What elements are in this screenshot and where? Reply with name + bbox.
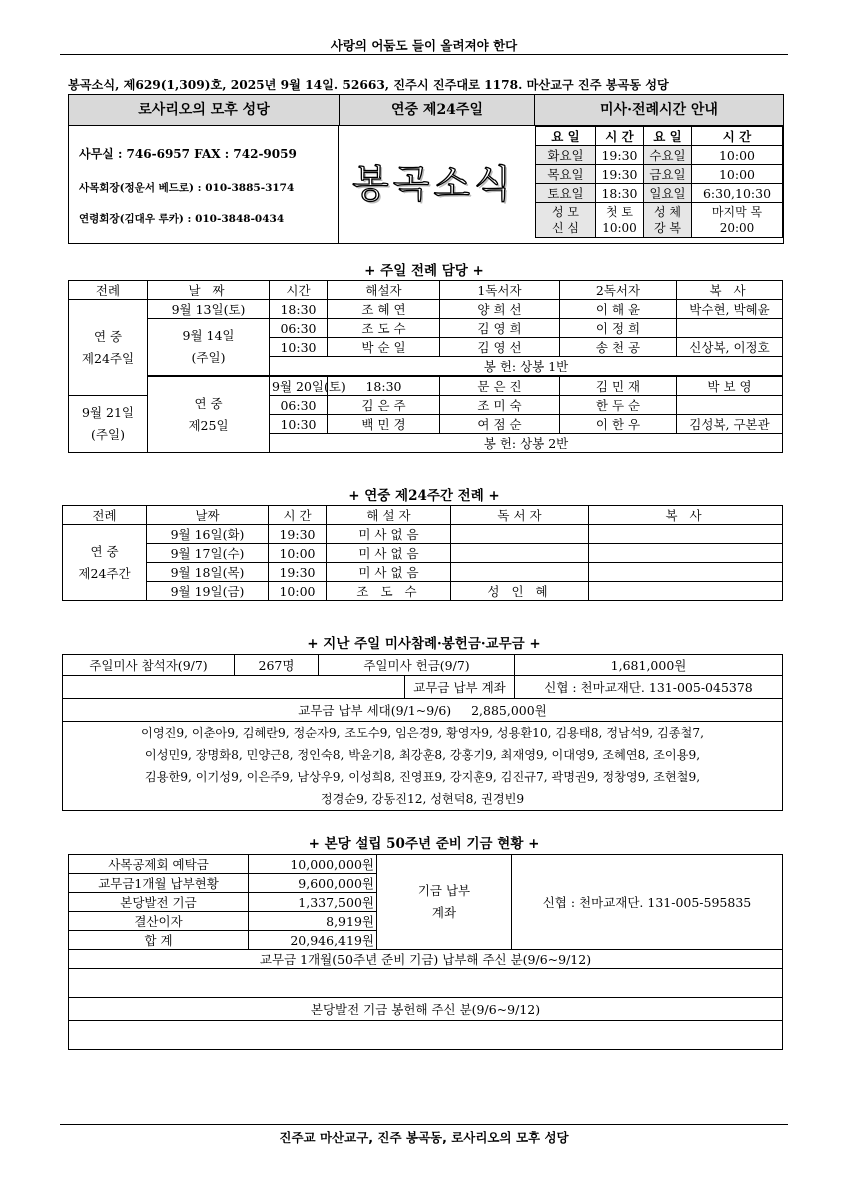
fund-value: 20,946,419원: [249, 931, 377, 950]
fund-account-label-line: 계좌: [431, 905, 457, 920]
duty-row: [69, 300, 783, 319]
server: [677, 396, 783, 415]
server: [589, 544, 783, 563]
reader1: 양 희 선: [440, 300, 560, 319]
offering-group: 봉 헌: 상봉 2반: [270, 434, 783, 453]
server: 김성복, 구본관: [677, 415, 783, 434]
offering-row: [63, 655, 783, 676]
fund-label: 본당발전 기금: [69, 893, 249, 912]
schedule-day: 일요일: [644, 184, 692, 203]
collection-label: 주일미사 헌금(9/7): [319, 655, 515, 676]
weekday-duty-header: [63, 506, 783, 525]
sunday-duty-header: [69, 281, 783, 300]
reader1: 김 영 선: [440, 338, 560, 357]
server: 신상복, 이정호: [677, 338, 783, 357]
reader: [451, 525, 589, 544]
names-line: 정경순9, 강동진12, 성현덕8, 권경빈9: [320, 792, 525, 806]
fund-blank-row: [69, 969, 783, 998]
duty-time: 10:30: [270, 415, 328, 434]
commentator: 백 민 경: [328, 415, 440, 434]
weekday-row: [63, 563, 783, 582]
commentator: 미 사 없 음: [327, 525, 451, 544]
week-label-line: 제24주일: [81, 350, 135, 366]
offering-title: + 지난 주일 미사참례·봉헌금·교무금 +: [307, 636, 541, 652]
attend-label: 주일미사 참석자(9/7): [63, 655, 235, 676]
offering-row: [63, 676, 783, 699]
household-cell: [63, 699, 783, 722]
blank-cell: [69, 969, 783, 998]
reader2: 이 한 우: [560, 415, 677, 434]
server: [589, 563, 783, 582]
commentator: 김 은 주: [328, 396, 440, 415]
col-header: 독 서 자: [451, 506, 589, 525]
fund-note: 교무금 1개월(50주년 준비 기금) 납부해 주신 분(9/6~9/12): [69, 950, 783, 969]
schedule-header: 시 간: [692, 127, 783, 146]
offering-group: 봉 헌: 상봉 1반: [270, 357, 783, 377]
weekday-row: [63, 525, 783, 544]
col-header: 해설자: [328, 281, 440, 300]
weekday-date: 9월 16일(화): [147, 525, 269, 544]
server: [589, 582, 783, 601]
account-label: 교무금 납부 계좌: [405, 676, 515, 699]
duty-date: 9월 20일(토): [270, 376, 328, 396]
special-label: 성 체 강 복: [644, 203, 692, 238]
date-line: (주일): [91, 427, 125, 442]
fund-title: + 본당 설립 50주년 준비 기금 현황 +: [308, 836, 540, 852]
household-value: 2,885,000원: [471, 703, 547, 718]
fund-value: 8,919원: [249, 912, 377, 931]
special-label: 성 모 신 심: [536, 203, 596, 238]
fund-value: 10,000,000원: [249, 855, 377, 874]
schedule-day: 금요일: [644, 165, 692, 184]
week-label-line: 제24주간: [78, 565, 131, 581]
fund-account-label: [377, 855, 512, 950]
reader1: 여 점 순: [440, 415, 560, 434]
fund-account-value: 신협 : 천마교재단. 131-005-595835: [512, 855, 783, 950]
reader1: 조 미 숙: [440, 396, 560, 415]
reader: [451, 563, 589, 582]
special-time: 첫 토 10:00: [596, 203, 644, 238]
blank-cell: [63, 676, 405, 699]
reader2: 이 해 윤: [560, 300, 677, 319]
weekday-time: 10:00: [269, 582, 327, 601]
schedule-day: 목요일: [536, 165, 596, 184]
reader2: 한 두 순: [560, 396, 677, 415]
schedule-row: [536, 165, 783, 184]
col-header: 복 사: [677, 281, 783, 300]
top-divider: [60, 54, 788, 55]
commentator: 조 도 수: [327, 582, 451, 601]
weekday-row: [63, 544, 783, 563]
office-phone: 사무실 : 746-6957 FAX : 742-9059: [79, 147, 297, 161]
date-line: 9월 14일: [182, 328, 235, 343]
weekday-date: 9월 17일(수): [147, 544, 269, 563]
commentator: 미 사 없 음: [327, 563, 451, 582]
duty-time: 18:30: [270, 300, 328, 319]
reader1: 김 민 재: [560, 376, 677, 396]
fund-label: 교무금1개월 납부현황: [69, 874, 249, 893]
schedule-day: 토요일: [536, 184, 596, 203]
col-header: 날짜: [147, 506, 269, 525]
reader2: 박 보 영: [677, 376, 783, 396]
logo-text: 봉곡소식: [352, 162, 515, 206]
duty-time: 10:30: [270, 338, 328, 357]
week1-label: [69, 300, 148, 396]
commentator: 조 도 수: [328, 319, 440, 338]
schedule-time: 10:00: [692, 165, 783, 184]
col-header: 복 사: [589, 506, 783, 525]
fund-note-row: [69, 950, 783, 969]
week2-label: [148, 376, 270, 453]
issue-line: 봉곡소식, 제629(1,309)호, 2025년 9월 14일. 52663, 진주시 진주대로 1178. 마산교구 진주 봉곡동 성당: [68, 78, 669, 92]
names-cell: [63, 722, 783, 811]
fund-table: [68, 854, 783, 1050]
fund-account-label-line: 기금 납부: [417, 883, 471, 898]
fund-blank-row: [69, 1021, 783, 1050]
weekday-time: 19:30: [269, 563, 327, 582]
server: [677, 319, 783, 338]
household-label: 교무금 납부 세대(9/1~9/6): [298, 703, 452, 718]
reader2: 이 정 희: [560, 319, 677, 338]
fund-row: [69, 855, 783, 874]
schedule-row: [536, 146, 783, 165]
weekday-label: [63, 525, 147, 601]
reader1: 김 영 희: [440, 319, 560, 338]
weekday-time: 19:30: [269, 525, 327, 544]
sunday-duty-title: + 주일 전례 담당 +: [364, 263, 484, 279]
server: 박수현, 박혜윤: [677, 300, 783, 319]
commentator: 문 은 진: [440, 376, 560, 396]
footer-text: 진주교 마산교구, 진주 봉곡동, 로사리오의 모후 성당: [279, 1130, 569, 1145]
fund-label: 합 계: [69, 931, 249, 950]
commentator: 조 혜 연: [328, 300, 440, 319]
col-header: 2독서자: [560, 281, 677, 300]
attend-value: 267명: [235, 655, 319, 676]
col-header: 날 짜: [148, 281, 270, 300]
week-label-line: 제25일: [188, 417, 229, 433]
reader2: 송 천 공: [560, 338, 677, 357]
fund-note-row: [69, 998, 783, 1021]
server: [589, 525, 783, 544]
col-header: 전례: [69, 281, 148, 300]
parish-name: 로사리오의 모후 성당: [69, 95, 340, 126]
weekday-duty-title: + 연중 제24주간 전례 +: [348, 488, 500, 504]
weekday-time: 10:00: [269, 544, 327, 563]
account-value: 신협 : 천마교재단. 131-005-045378: [515, 676, 783, 699]
names-line: 이성민9, 장명화8, 민양근8, 정인숙8, 박윤기8, 최강훈8, 강홍기9, 최재영9, 이대영9, 조혜연8, 조이용9,: [144, 748, 701, 762]
offering-row: [63, 699, 783, 722]
schedule-header: 요 일: [536, 127, 596, 146]
duty-time: 06:30: [270, 319, 328, 338]
col-header: 시 간: [269, 506, 327, 525]
col-header: 전례: [63, 506, 147, 525]
offering-table: [62, 654, 783, 811]
date-line: 9월 21일: [82, 405, 134, 420]
fund-note: 본당발전 기금 봉헌해 주신 분(9/6~9/12): [69, 998, 783, 1021]
fund-value: 9,600,000원: [249, 874, 377, 893]
commentator: 미 사 없 음: [327, 544, 451, 563]
col-header: 1독서자: [440, 281, 560, 300]
week-label-line: 연 중: [90, 543, 119, 559]
names-line: 김용한9, 이기성9, 이은주9, 남상우9, 이성희8, 진영표9, 강지훈9, 김진규7, 곽명권9, 정창영9, 조현철9,: [144, 770, 701, 784]
special-time: 마지막 목 20:00: [692, 203, 783, 238]
schedule-time: 19:30: [596, 146, 644, 165]
masthead-divider: [338, 125, 339, 243]
reader: [451, 544, 589, 563]
schedule-time: 10:00: [692, 146, 783, 165]
schedule-day: 화요일: [536, 146, 596, 165]
blank-cell: [69, 1021, 783, 1050]
duty-time: 06:30: [270, 396, 328, 415]
weekday-duty-table: [62, 505, 783, 601]
schedule-header: 요 일: [644, 127, 692, 146]
schedule-special-row: [536, 203, 783, 238]
duty-date: [148, 319, 270, 377]
fund-value: 1,337,500원: [249, 893, 377, 912]
col-header: 시간: [270, 281, 328, 300]
schedule-header: 시 간: [596, 127, 644, 146]
motto: 사랑의 어둠도 들이 올려져야 한다: [330, 38, 518, 53]
schedule-time: 6:30,10:30: [692, 184, 783, 203]
duty-date: 9월 13일(토): [148, 300, 270, 319]
schedule-day: 수요일: [644, 146, 692, 165]
col-header: 해 설 자: [327, 506, 451, 525]
elder-president: 연령회장(김대우 루카) : 010-3848-0434: [79, 213, 285, 225]
collection-value: 1,681,000원: [515, 655, 783, 676]
commentator: 박 순 일: [328, 338, 440, 357]
weekday-date: 9월 19일(금): [147, 582, 269, 601]
schedule-time: 18:30: [596, 184, 644, 203]
date-line: (주일): [191, 350, 226, 365]
weekday-date: 9월 18일(목): [147, 563, 269, 582]
duty-row: [69, 319, 783, 338]
schedule-row: [536, 184, 783, 203]
duty-time: 18:30: [328, 376, 440, 396]
sunday-duty-table: [68, 280, 783, 453]
week-label-line: 연 중: [194, 395, 223, 411]
reader: 성 인 혜: [451, 582, 589, 601]
weekday-row: [63, 582, 783, 601]
names-row: [63, 722, 783, 811]
pastoral-president: 사목회장(정운서 베드로) : 010-3885-3174: [79, 182, 295, 194]
footer-divider: [60, 1124, 788, 1125]
week-title: 연중 제24주일: [340, 95, 535, 126]
schedule-table: [535, 126, 783, 238]
duty-date: [69, 396, 148, 453]
schedule-title: 미사·전례시간 안내: [535, 95, 783, 126]
names-line: 이영진9, 이춘아9, 김혜란9, 정순자9, 조도수9, 임은경9, 황영자9, 성용환10, 김용태8, 정남석9, 김종철7,: [141, 726, 704, 740]
fund-label: 사목공제회 예탁금: [69, 855, 249, 874]
duty-row: [69, 376, 783, 396]
week-label-line: 연 중: [93, 328, 123, 344]
schedule-time: 19:30: [596, 165, 644, 184]
fund-label: 결산이자: [69, 912, 249, 931]
